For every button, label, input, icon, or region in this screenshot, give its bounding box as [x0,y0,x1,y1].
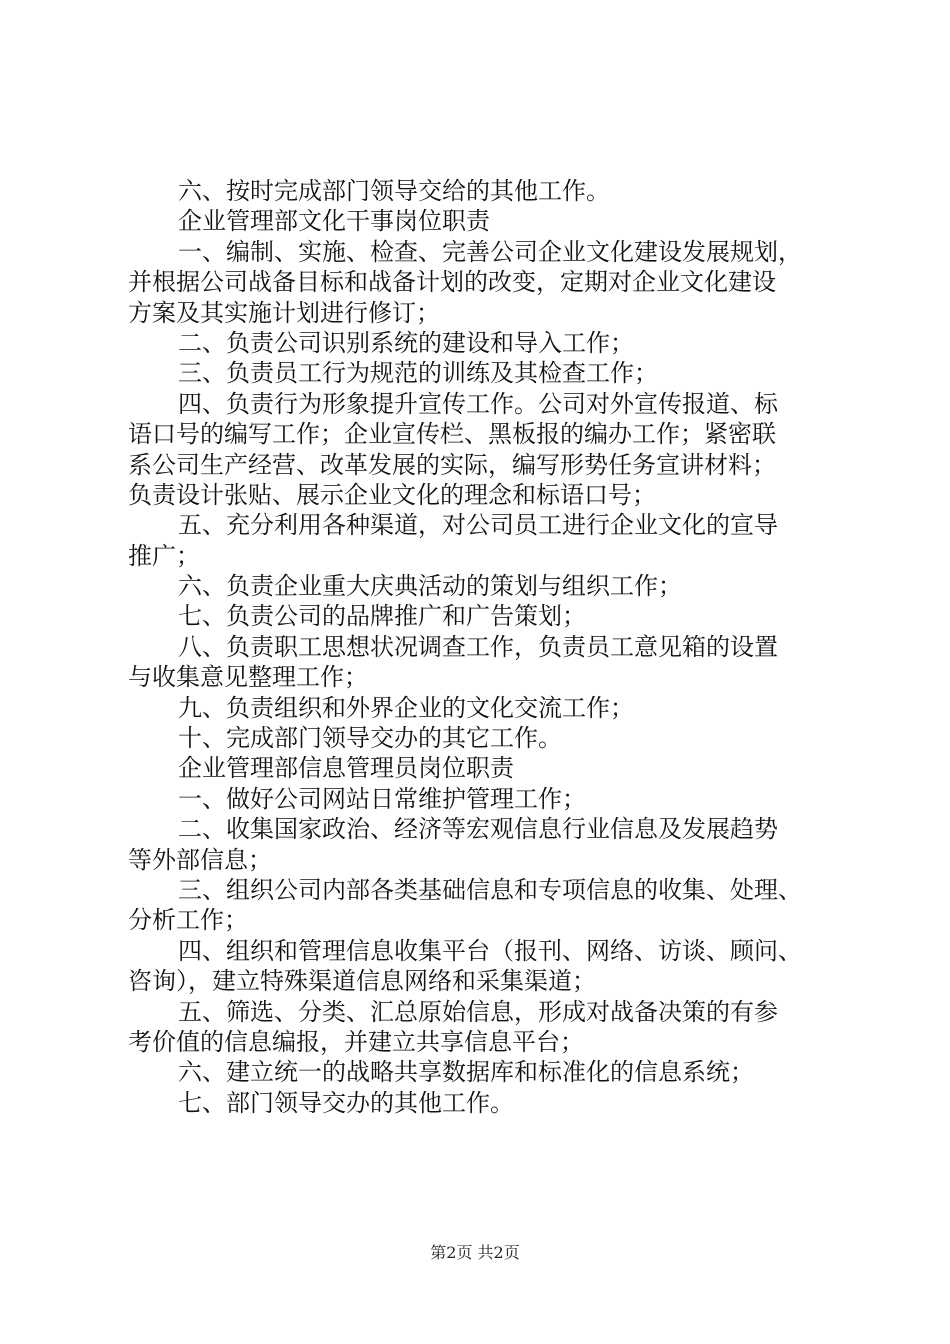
text-line: 系公司生产经营、改革发展的实际，编写形势任务宣讲材料； [128,450,776,479]
text-line: 六、负责企业重大庆典活动的策划与组织工作； [178,572,682,601]
text-line: 八、负责职工思想状况调查工作，负责员工意见箱的设置 [178,632,778,661]
text-line: 企业管理部文化干事岗位职责 [178,207,490,236]
text-line: 五、充分利用各种渠道，对公司员工进行企业文化的宣导 [178,511,778,540]
text-line: 考价值的信息编报，并建立共享信息平台； [128,1027,584,1056]
text-line: 十、完成部门领导交办的其它工作。 [178,724,562,753]
text-line: 并根据公司战备目标和战备计划的改变，定期对企业文化建设 [128,268,776,297]
page-footer: 第2页 共2页 [430,1243,520,1262]
text-line: 二、收集国家政治、经济等宏观信息行业信息及发展趋势 [178,815,778,844]
text-line: 二、负责公司识别系统的建设和导入工作； [178,328,634,357]
text-line: 分析工作； [128,906,248,935]
text-line: 推广； [128,541,200,570]
text-line: 方案及其实施计划进行修订； [128,298,440,327]
text-line: 与收集意见整理工作； [128,663,368,692]
text-line: 四、组织和管理信息收集平台（报刊、网络、访谈、顾问、 [178,936,802,965]
text-line: 负责设计张贴、展示企业文化的理念和标语口号； [128,480,656,509]
text-line: 等外部信息； [128,845,272,874]
text-line: 咨询），建立特殊渠道信息网络和采集渠道； [128,967,596,996]
text-line: 一、编制、实施、检查、完善公司企业文化建设发展规划， [178,237,802,266]
text-line: 六、按时完成部门领导交给的其他工作。 [178,177,610,205]
text-line: 五、筛选、分类、汇总原始信息，形成对战备决策的有参 [178,997,778,1026]
document-body [128,176,838,1118]
text-line: 四、负责行为形象提升宣传工作。公司对外宣传报道、标 [178,389,778,418]
text-line: 三、负责员工行为规范的训练及其检查工作； [178,359,658,388]
text-line: 一、做好公司网站日常维护管理工作； [178,784,586,813]
text-line: 七、负责公司的品牌推广和广告策划； [178,602,586,631]
text-line: 语口号的编写工作；企业宣传栏、黑板报的编办工作；紧密联 [128,420,776,449]
text-line: 企业管理部信息管理员岗位职责 [178,754,514,783]
text-line: 七、部门领导交办的其他工作。 [178,1088,514,1117]
text-line: 九、负责组织和外界企业的文化交流工作； [178,693,634,722]
text-line: 三、组织公司内部各类基础信息和专项信息的收集、处理、 [178,875,802,904]
text-line: 六、建立统一的战略共享数据库和标准化的信息系统； [178,1058,754,1087]
